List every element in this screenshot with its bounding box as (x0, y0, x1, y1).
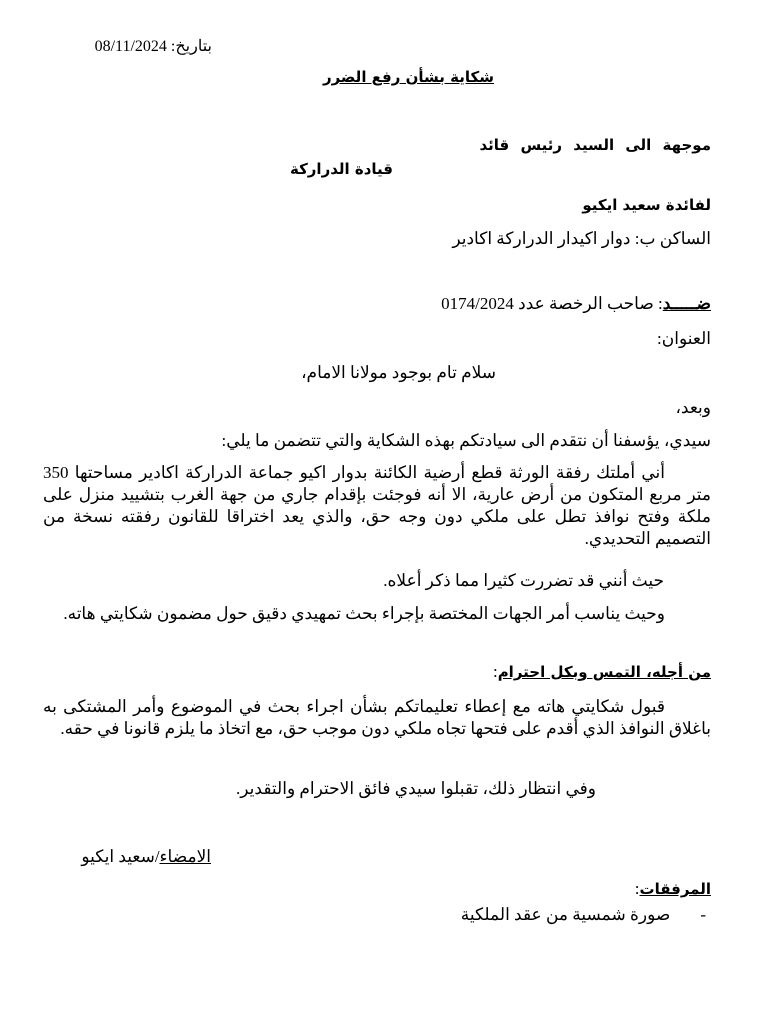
date-line: بتاريخ: 08/11/2024 (94, 38, 212, 55)
address-label: العنوان: (657, 329, 711, 348)
complainant-residence: الساكن ب: دوار اكيدار الدراركة اكادير (452, 229, 711, 248)
greeting: سلام تام بوجود مولانا الامام، (301, 363, 496, 382)
attachment-item-1 (461, 904, 706, 926)
addressee-line-2: قيادة الدراركة (289, 160, 393, 178)
signature-label: الامضاء (159, 847, 211, 866)
request-heading: من أجله، التمس وبكل احترام (497, 663, 711, 681)
letter-title: شكاية بشأن رفع الضرر (322, 68, 494, 86)
harm-line: حيث أنني قد تضررت كثيرا مما ذكر أعلاه. (383, 571, 664, 590)
signature-name: /سعيد ايكيو (81, 847, 160, 866)
signature-line (81, 846, 211, 868)
request-heading-line (493, 661, 711, 683)
against-text: : صاحب الرخصة عدد 0174/2024 (441, 294, 663, 313)
attachment-bullet: - (700, 905, 706, 924)
attachments-heading-colon: : (634, 879, 640, 898)
complainant-name: لفائدة سعيد ايكيو (582, 196, 711, 214)
body-paragraph: أني أملتك رفقة الورثة قطع أرضية الكائنة بدوار اكيو جماعة الدراركة اكادير مساحتها 350 متر مربع المتكون من أرض عارية، الا أنه فوجئت بإقدام جاري من جهة الغرب بتشييد منزل على ملكة وفتح نوافذ تطل على ملكي دون وجه حق، والذي يعد اختراقا للقانون رفقته نسخة من التصميم التحديدي. (43, 463, 711, 548)
attachments-heading: المرفقات (639, 880, 711, 898)
against-label: ضـــــد (662, 294, 711, 313)
intro-line: سيدي، يؤسفنا أن نتقدم الى سيادتكم بهذه الشكاية والتي تتضمن ما يلي: (221, 431, 711, 450)
request-heading-colon: : (492, 662, 498, 681)
request-paragraph: قبول شكايتي هاته مع إعطاء تعليماتكم بشأن اجراء بحث في الموضوع وأمر المشتكى به باغلاق النوافذ الذي أقدم على فتحها تجاه ملكي دون موجب حق، مع اتخاذ ما يلزم قانونا في حقه. (43, 697, 711, 738)
investigation-paragraph: وحيث يناسب أمر الجهات المختصة بإجراء بحث تمهيدي دقيق حول مضمون شكايتي هاته. (63, 604, 665, 623)
closing-line: وفي انتظار ذلك، تقبلوا سيدي فائق الاحترام والتقدير. (236, 779, 596, 798)
against-line (441, 293, 711, 315)
attachment-item-text: صورة شمسية من عقد الملكية (460, 905, 671, 924)
attachments-heading-line (635, 878, 711, 900)
after-greeting: وبعد، (675, 398, 711, 417)
addressee-line-1: موجهة الى السيد رئيس قائد (479, 136, 711, 154)
